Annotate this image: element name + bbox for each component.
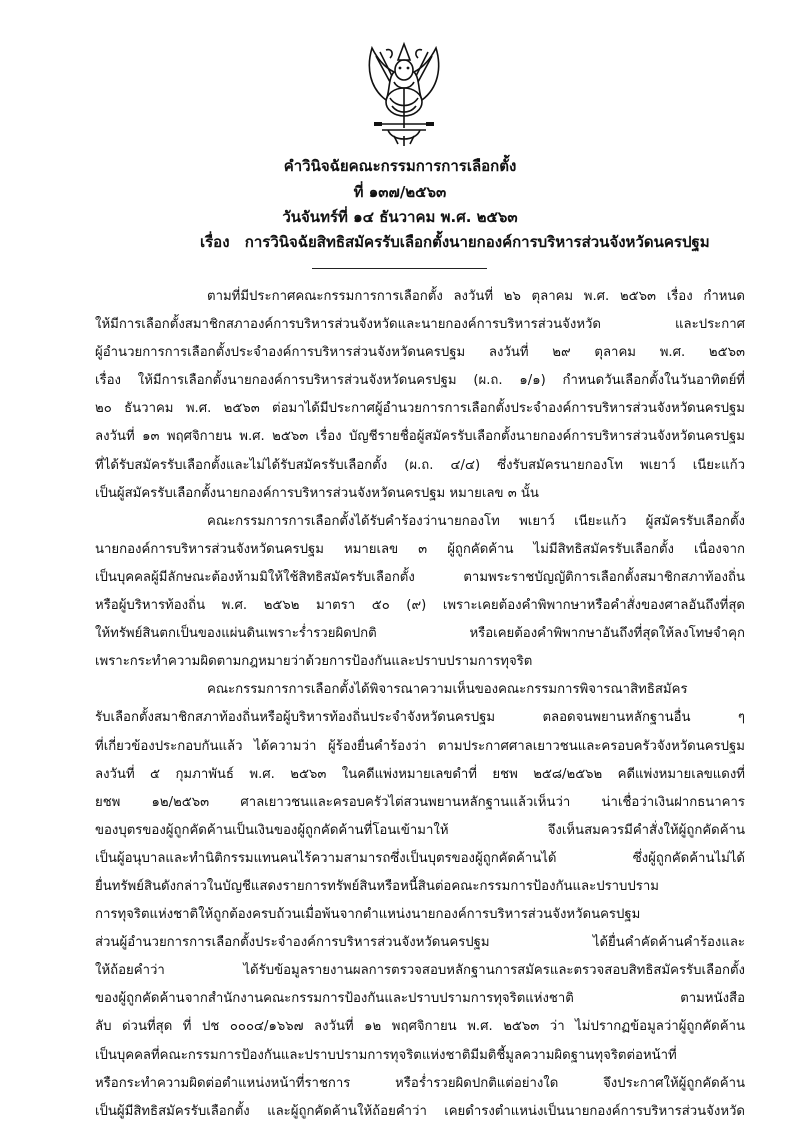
text-line: ลงวันที่ ๑๓ พฤศจิกายน พ.ศ. ๒๕๖๓ เรื่อง บัญชีรายชื่อผู้สมัครรับเลือกตั้งนายกองค์การบริหารส่วนจังหวัดนครปฐม	[95, 429, 745, 445]
text-line: คณะกรรมการการเลือกตั้งได้รับคำร้องว่านายกองโท พเยาว์ เนียะแก้ว ผู้สมัครรับเลือกตั้ง	[207, 513, 745, 529]
text-line: ให้ถ้อยคำว่า ได้รับข้อมูลรายงานผลการตรวจสอบหลักฐานการสมัครและตรวจสอบสิทธิสมัครรับเลือกตั้ง	[95, 963, 745, 979]
text-line: เพราะกระทำความผิดตามกฎหมายว่าด้วยการป้องกันและปราบปรามการทุจริต	[95, 654, 533, 670]
garuda-emblem-icon	[364, 38, 444, 150]
text-line: ลงวันที่ ๕ กุมภาพันธ์ พ.ศ. ๒๕๖๓ ในคดีแพ่งหมายเลขดำที่ ยชพ ๒๕๘/๒๕๖๒ คดีแพ่งหมายเลขแดงที่	[95, 766, 745, 782]
decision-date: วันจันทร์ที่ ๑๔ ธันวาคม พ.ศ. ๒๕๖๓	[282, 208, 518, 226]
document-body	[95, 283, 745, 1126]
text-line: ของบุตรของผู้ถูกคัดค้านเป็นเงินของผู้ถูกคัดค้านที่โอนเข้ามาให้ จึงเห็นสมควรมีคำสั่งให้ผู้ถูกคัดค้าน	[95, 822, 745, 838]
decision-title: คำวินิจฉัยคณะกรรมการการเลือกตั้ง	[283, 157, 517, 175]
text-line: ยชพ ๑๒/๒๕๖๓ ศาลเยาวชนและครอบครัวไต่สวนพยานหลักฐานแล้วเห็นว่า น่าเชื่อว่าเงินฝากธนาคาร	[95, 794, 745, 810]
text-line: เป็นบุคคลผู้มีลักษณะต้องห้ามมิให้ใช้สิทธิสมัครรับเลือกตั้ง ตามพระราชบัญญัติการเลือกตั้งสมาชิกสภาท้องถิ่น	[95, 569, 745, 585]
text-line: เรื่อง ให้มีการเลือกตั้งนายกองค์การบริหารส่วนจังหวัดนครปฐม (ผ.ถ. ๑/๑) กำหนดวันเลือกตั้งในวันอาทิตย์ที่	[95, 373, 745, 389]
text-line: การทุจริตแห่งชาติให้ถูกต้องครบถ้วนเมื่อพ้นจากตำแหน่งนายกองค์การบริหารส่วนจังหวัดนครปฐม	[95, 907, 641, 923]
text-line: ยื่นทรัพย์สินดังกล่าวในบัญชีแสดงรายการทรัพย์สินหรือหนี้สินต่อคณะกรรมการป้องกันและปราบปราม	[95, 878, 659, 894]
text-line: เป็นผู้สมัครรับเลือกตั้งนายกองค์การบริหารส่วนจังหวัดนครปฐม หมายเลข ๓ นั้น	[95, 485, 539, 501]
text-line: รับเลือกตั้งสมาชิกสภาท้องถิ่นหรือผู้บริหารท้องถิ่นประจำจังหวัดนครปฐม ตลอดจนพยานหลักฐานอื่น ๆ	[95, 710, 745, 726]
text-line: ผู้อำนวยการการเลือกตั้งประจำองค์การบริหารส่วนจังหวัดนครปฐม ลงวันที่ ๒๙ ตุลาคม พ.ศ. ๒๕๖๓	[95, 345, 745, 361]
text-line: เป็นผู้มีสิทธิสมัครรับเลือกตั้ง และผู้ถูกคัดค้านให้ถ้อยคำว่า เคยดำรงตำแหน่งเป็นนายกองค์การบริหารส่วนจังหวัด	[95, 1103, 745, 1119]
text-line: ๒๐ ธันวาคม พ.ศ. ๒๕๖๓ ต่อมาได้มีประกาศผู้อำนวยการการเลือกตั้งประจำองค์การบริหารส่วนจังหวัดนครปฐม	[95, 401, 745, 417]
header-divider	[312, 268, 487, 269]
decision-number: ที่ ๑๓๗/๒๕๖๓	[353, 183, 447, 201]
text-line: หรือผู้บริหารท้องถิ่น พ.ศ. ๒๕๖๒ มาตรา ๕๐ (๙) เพราะเคยต้องคำพิพากษาหรือคำสั่งของศาลอันถึงที่สุด	[95, 598, 745, 614]
text-line: ลับ ด่วนที่สุด ที่ ปช ๐๐๐๔/๑๖๖๗ ลงวันที่ ๑๒ พฤศจิกายน พ.ศ. ๒๕๖๓ ว่า ไม่ปรากฏข้อมูลว่าผู้ถูกคัดค้าน	[95, 1019, 745, 1035]
subject-label: เรื่อง	[200, 233, 230, 251]
text-line: หรือกระทำความผิดต่อตำแหน่งหน้าที่ราชการ หรือร่ำรวยผิดปกติแต่อย่างใด จึงประกาศให้ผู้ถูกคัดค้าน	[95, 1075, 745, 1091]
subject-text: การวินิจฉัยสิทธิสมัครรับเลือกตั้งนายกองค์การบริหารส่วนจังหวัดนครปฐม	[244, 233, 710, 251]
text-line: คณะกรรมการการเลือกตั้งได้พิจารณาความเห็นของคณะกรรมการพิจารณาสิทธิสมัคร	[207, 682, 688, 698]
text-line: ของผู้ถูกคัดค้านจากสำนักงานคณะกรรมการป้องกันและปราบปรามการทุจริตแห่งชาติ ตามหนังสือ	[95, 991, 745, 1007]
paragraph-1	[95, 283, 745, 508]
subject-line	[200, 233, 710, 251]
text-line: ที่เกี่ยวข้องประกอบกันแล้ว ได้ความว่า ผู้ร้องยื่นคำร้องว่า ตามประกาศศาลเยาวชนและครอบครัวจังหวัดนครปฐม	[95, 738, 745, 754]
text-line: ตามที่มีประกาศคณะกรรมการการเลือกตั้ง ลงวันที่ ๒๖ ตุลาคม พ.ศ. ๒๕๖๓ เรื่อง กำหนด	[207, 289, 745, 304]
text-line: นายกองค์การบริหารส่วนจังหวัดนครปฐม หมายเลข ๓ ผู้ถูกคัดค้าน ไม่มีสิทธิสมัครรับเลือกตั้ง เนื่องจาก	[95, 541, 745, 557]
text-line: เป็นบุคคลที่คณะกรรมการป้องกันและปราบปรามการทุจริตแห่งชาติมีมติชี้มูลความผิดฐานทุจริตต่อหน้าที่	[95, 1047, 677, 1063]
text-line: ที่ได้รับสมัครรับเลือกตั้งและไม่ได้รับสมัครรับเลือกตั้ง (ผ.ถ. ๔/๔) ซึ่งรับสมัครนายกองโท พเยาว์ เนียะแก้ว	[95, 457, 745, 473]
text-line: เป็นผู้อนุบาลและทำนิติกรรมแทนคนไร้ความสามารถซึ่งเป็นบุตรของผู้ถูกคัดค้านได้ ซึ่งผู้ถูกคัดค้านไม่ได้	[95, 850, 745, 866]
paragraph-2	[95, 508, 745, 677]
text-line: ให้มีการเลือกตั้งสมาชิกสภาองค์การบริหารส่วนจังหวัดและนายกองค์การบริหารส่วนจังหวัด และประกาศ	[95, 317, 745, 333]
text-line: ส่วนผู้อำนวยการการเลือกตั้งประจำองค์การบริหารส่วนจังหวัดนครปฐม ได้ยื่นคำคัดค้านคำร้องและ	[95, 935, 745, 951]
paragraph-3	[95, 676, 745, 1126]
text-line: ให้ทรัพย์สินตกเป็นของแผ่นดินเพราะร่ำรวยผิดปกติ หรือเคยต้องคำพิพากษาอันถึงที่สุดให้ลงโทษจำคุก	[95, 626, 745, 642]
